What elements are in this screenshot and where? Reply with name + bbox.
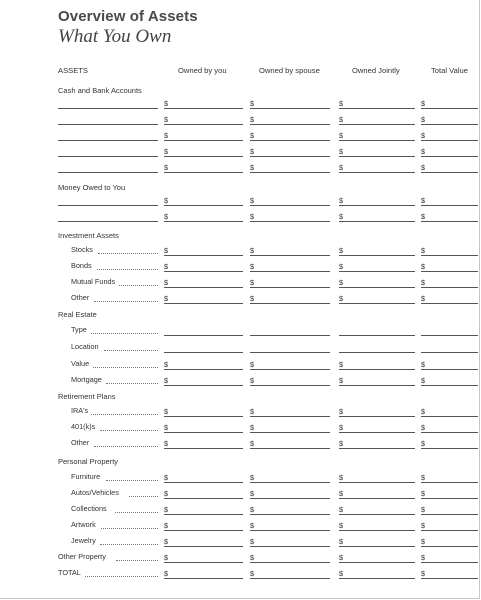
dollar-sign: $ [164, 439, 169, 448]
row-bonds-owned-jointly-field[interactable] [339, 271, 415, 272]
row-type-owned-by-you-field[interactable] [164, 335, 243, 336]
dollar-sign: $ [250, 147, 255, 156]
leader-dots [94, 438, 158, 447]
row-investment-other-owned-by-spouse-field[interactable] [250, 303, 330, 304]
row-autos-vehicles-owned-by-spouse-field[interactable] [250, 498, 330, 499]
leader-dots [100, 536, 158, 545]
dollar-sign: $ [421, 262, 426, 271]
dollar-sign: $ [421, 569, 426, 578]
row-stocks-owned-by-spouse-field[interactable] [250, 255, 330, 256]
dollar-sign: $ [339, 407, 344, 416]
row-mortgage-owned-by-you-field[interactable] [164, 385, 243, 386]
dollar-sign: $ [164, 521, 169, 530]
dollar-sign: $ [250, 131, 255, 140]
dollar-sign: $ [339, 262, 344, 271]
row-iras-owned-by-you-field[interactable] [164, 416, 243, 417]
row-location-label: Location [71, 342, 99, 351]
dollar-sign: $ [421, 196, 426, 205]
column-header-assets: ASSETS [58, 66, 88, 75]
description-line[interactable] [58, 221, 158, 222]
row-furniture-owned-by-spouse-field[interactable] [250, 482, 330, 483]
row-total-label: TOTAL [58, 568, 81, 577]
dollar-sign: $ [339, 163, 344, 172]
row-jewelry-label: Jewelry [71, 536, 96, 545]
dollar-sign: $ [164, 212, 169, 221]
dollar-sign: $ [421, 147, 426, 156]
row-other-property-owned-jointly-field[interactable] [339, 562, 415, 563]
dollar-sign: $ [164, 569, 169, 578]
blank-row-5-total-value-field[interactable] [421, 172, 478, 173]
blank-row-3-owned-by-spouse-field[interactable] [250, 140, 330, 141]
leader-dots [106, 472, 158, 481]
description-line[interactable] [58, 108, 158, 109]
blank-row-5-owned-jointly-field[interactable] [339, 172, 415, 173]
leader-dots [85, 568, 158, 577]
row-value-owned-by-spouse-field[interactable] [250, 369, 330, 370]
dollar-sign: $ [339, 473, 344, 482]
page-title: Overview of Assets [58, 8, 198, 25]
row-furniture-label: Furniture [71, 472, 101, 481]
row-retirement-other-total-value-field[interactable] [421, 448, 478, 449]
row-iras-owned-jointly-field[interactable] [339, 416, 415, 417]
dollar-sign: $ [339, 439, 344, 448]
row-mortgage-label: Mortgage [71, 375, 102, 384]
dollar-sign: $ [421, 521, 426, 530]
blank-row-6-owned-by-spouse-field[interactable] [250, 205, 330, 206]
dollar-sign: $ [421, 505, 426, 514]
leader-dots [129, 488, 158, 497]
row-type-label: Type [71, 325, 87, 334]
dollar-sign: $ [339, 99, 344, 108]
row-furniture-owned-by-you-field[interactable] [164, 482, 243, 483]
page-subtitle: What You Own [58, 26, 172, 47]
dollar-sign: $ [250, 553, 255, 562]
dollar-sign: $ [164, 196, 169, 205]
dollar-sign: $ [339, 115, 344, 124]
dollar-sign: $ [421, 99, 426, 108]
row-type-owned-by-spouse-field[interactable] [250, 335, 330, 336]
row-mortgage-owned-by-spouse-field[interactable] [250, 385, 330, 386]
blank-row-3-total-value-field[interactable] [421, 140, 478, 141]
description-line[interactable] [58, 205, 158, 206]
row-jewelry-owned-jointly-field[interactable] [339, 546, 415, 547]
leader-dots [106, 375, 158, 384]
row-location-owned-by-you-field[interactable] [164, 352, 243, 353]
dollar-sign: $ [164, 407, 169, 416]
row-bonds-owned-by-you-field[interactable] [164, 271, 243, 272]
dollar-sign: $ [339, 505, 344, 514]
dollar-sign: $ [339, 131, 344, 140]
dollar-sign: $ [250, 212, 255, 221]
blank-row-7-total-value-field[interactable] [421, 221, 478, 222]
row-artwork-total-value-field[interactable] [421, 530, 478, 531]
dollar-sign: $ [421, 376, 426, 385]
leader-dots [97, 261, 158, 270]
dollar-sign: $ [164, 473, 169, 482]
dollar-sign: $ [164, 246, 169, 255]
dollar-sign: $ [339, 212, 344, 221]
row-investment-other-total-value-field[interactable] [421, 303, 478, 304]
blank-row-4-owned-by-you-field[interactable] [164, 156, 243, 157]
dollar-sign: $ [250, 196, 255, 205]
blank-row-2-total-value-field[interactable] [421, 124, 478, 125]
dollar-sign: $ [250, 115, 255, 124]
dollar-sign: $ [250, 360, 255, 369]
column-header-total-value: Total Value [431, 66, 469, 75]
row-furniture-owned-jointly-field[interactable] [339, 482, 415, 483]
dollar-sign: $ [421, 163, 426, 172]
section-retirement-plans: Retirement Plans [58, 392, 116, 401]
row-retirement-other-owned-jointly-field[interactable] [339, 448, 415, 449]
dollar-sign: $ [339, 196, 344, 205]
row-stocks-owned-by-you-field[interactable] [164, 255, 243, 256]
column-header-owned-jointly: Owned Jointly [352, 66, 400, 75]
dollar-sign: $ [339, 360, 344, 369]
dollar-sign: $ [421, 131, 426, 140]
blank-row-1-total-value-field[interactable] [421, 108, 478, 109]
dollar-sign: $ [339, 376, 344, 385]
dollar-sign: $ [250, 262, 255, 271]
blank-row-4-owned-by-spouse-field[interactable] [250, 156, 330, 157]
dollar-sign: $ [164, 278, 169, 287]
dollar-sign: $ [421, 553, 426, 562]
leader-dots [91, 406, 158, 415]
row-401k-label: 401(k)s [71, 422, 96, 431]
dollar-sign: $ [250, 246, 255, 255]
blank-row-1-owned-jointly-field[interactable] [339, 108, 415, 109]
dollar-sign: $ [339, 278, 344, 287]
blank-row-4-owned-jointly-field[interactable] [339, 156, 415, 157]
dollar-sign: $ [339, 294, 344, 303]
dollar-sign: $ [339, 423, 344, 432]
row-mutual-funds-label: Mutual Funds [71, 277, 116, 286]
row-furniture-total-value-field[interactable] [421, 482, 478, 483]
dollar-sign: $ [250, 439, 255, 448]
dollar-sign: $ [250, 537, 255, 546]
description-line[interactable] [58, 140, 158, 141]
column-header-owned-by-you: Owned by you [178, 66, 227, 75]
row-mutual-funds-owned-jointly-field[interactable] [339, 287, 415, 288]
row-mortgage-total-value-field[interactable] [421, 385, 478, 386]
row-total-total-value-field[interactable] [421, 578, 478, 579]
dollar-sign: $ [164, 163, 169, 172]
row-iras-total-value-field[interactable] [421, 416, 478, 417]
blank-row-1-owned-by-you-field[interactable] [164, 108, 243, 109]
leader-dots [101, 520, 158, 529]
row-collections-owned-jointly-field[interactable] [339, 514, 415, 515]
dollar-sign: $ [339, 537, 344, 546]
row-stocks-owned-jointly-field[interactable] [339, 255, 415, 256]
dollar-sign: $ [164, 99, 169, 108]
dollar-sign: $ [250, 473, 255, 482]
blank-row-3-owned-jointly-field[interactable] [339, 140, 415, 141]
dollar-sign: $ [250, 163, 255, 172]
dollar-sign: $ [164, 262, 169, 271]
row-total-owned-by-spouse-field[interactable] [250, 578, 330, 579]
row-artwork-owned-by-spouse-field[interactable] [250, 530, 330, 531]
leader-dots [115, 504, 158, 513]
row-other-property-total-value-field[interactable] [421, 562, 478, 563]
row-401k-owned-by-spouse-field[interactable] [250, 432, 330, 433]
row-bonds-label: Bonds [71, 261, 92, 270]
row-retirement-other-owned-by-you-field[interactable] [164, 448, 243, 449]
blank-row-6-owned-jointly-field[interactable] [339, 205, 415, 206]
dollar-sign: $ [339, 147, 344, 156]
row-autos-vehicles-owned-jointly-field[interactable] [339, 498, 415, 499]
row-location-total-value-field[interactable] [421, 352, 478, 353]
dollar-sign: $ [421, 294, 426, 303]
dollar-sign: $ [250, 489, 255, 498]
dollar-sign: $ [164, 553, 169, 562]
row-collections-owned-by-spouse-field[interactable] [250, 514, 330, 515]
row-value-owned-by-you-field[interactable] [164, 369, 243, 370]
row-investment-other-owned-jointly-field[interactable] [339, 303, 415, 304]
blank-row-3-owned-by-you-field[interactable] [164, 140, 243, 141]
dollar-sign: $ [250, 407, 255, 416]
leader-dots [98, 245, 158, 254]
row-mutual-funds-owned-by-you-field[interactable] [164, 287, 243, 288]
row-bonds-total-value-field[interactable] [421, 271, 478, 272]
row-jewelry-total-value-field[interactable] [421, 546, 478, 547]
blank-row-6-owned-by-you-field[interactable] [164, 205, 243, 206]
dollar-sign: $ [421, 473, 426, 482]
blank-row-2-owned-jointly-field[interactable] [339, 124, 415, 125]
dollar-sign: $ [421, 212, 426, 221]
row-collections-total-value-field[interactable] [421, 514, 478, 515]
dollar-sign: $ [164, 131, 169, 140]
leader-dots [116, 552, 158, 561]
row-total-owned-jointly-field[interactable] [339, 578, 415, 579]
dollar-sign: $ [421, 278, 426, 287]
dollar-sign: $ [339, 553, 344, 562]
row-total-owned-by-you-field[interactable] [164, 578, 243, 579]
row-location-owned-by-spouse-field[interactable] [250, 352, 330, 353]
dollar-sign: $ [421, 246, 426, 255]
dollar-sign: $ [421, 439, 426, 448]
dollar-sign: $ [250, 505, 255, 514]
row-stocks-total-value-field[interactable] [421, 255, 478, 256]
dollar-sign: $ [250, 278, 255, 287]
blank-row-1-owned-by-spouse-field[interactable] [250, 108, 330, 109]
row-autos-vehicles-label: Autos/Vehicles [71, 488, 119, 497]
leader-dots [119, 277, 158, 286]
dollar-sign: $ [164, 423, 169, 432]
dollar-sign: $ [164, 115, 169, 124]
dollar-sign: $ [250, 294, 255, 303]
dollar-sign: $ [339, 569, 344, 578]
dollar-sign: $ [250, 376, 255, 385]
section-money-owed-to-you: Money Owed to You [58, 183, 126, 192]
section-personal-property: Personal Property [58, 457, 119, 466]
row-type-owned-jointly-field[interactable] [339, 335, 415, 336]
column-header-owned-by-spouse: Owned by spouse [259, 66, 320, 75]
row-collections-owned-by-you-field[interactable] [164, 514, 243, 515]
dollar-sign: $ [339, 246, 344, 255]
dollar-sign: $ [421, 115, 426, 124]
row-autos-vehicles-total-value-field[interactable] [421, 498, 478, 499]
row-iras-label: IRA's [71, 406, 89, 415]
row-mutual-funds-total-value-field[interactable] [421, 287, 478, 288]
row-mutual-funds-owned-by-spouse-field[interactable] [250, 287, 330, 288]
row-retirement-other-label: Other [71, 438, 90, 447]
blank-row-2-owned-by-spouse-field[interactable] [250, 124, 330, 125]
row-jewelry-owned-by-you-field[interactable] [164, 546, 243, 547]
dollar-sign: $ [164, 147, 169, 156]
row-type-total-value-field[interactable] [421, 335, 478, 336]
row-autos-vehicles-owned-by-you-field[interactable] [164, 498, 243, 499]
dollar-sign: $ [339, 521, 344, 530]
blank-row-7-owned-by-spouse-field[interactable] [250, 221, 330, 222]
row-value-label: Value [71, 359, 90, 368]
dollar-sign: $ [164, 537, 169, 546]
row-value-owned-jointly-field[interactable] [339, 369, 415, 370]
dollar-sign: $ [250, 423, 255, 432]
leader-dots [94, 293, 158, 302]
dollar-sign: $ [421, 423, 426, 432]
dollar-sign: $ [421, 360, 426, 369]
row-mortgage-owned-jointly-field[interactable] [339, 385, 415, 386]
row-jewelry-owned-by-spouse-field[interactable] [250, 546, 330, 547]
dollar-sign: $ [250, 569, 255, 578]
row-other-property-label: Other Property [58, 552, 106, 561]
leader-dots [104, 342, 158, 351]
row-collections-label: Collections [71, 504, 107, 513]
blank-row-4-total-value-field[interactable] [421, 156, 478, 157]
row-artwork-owned-by-you-field[interactable] [164, 530, 243, 531]
blank-row-2-owned-by-you-field[interactable] [164, 124, 243, 125]
blank-row-7-owned-by-you-field[interactable] [164, 221, 243, 222]
dollar-sign: $ [421, 537, 426, 546]
row-investment-other-owned-by-you-field[interactable] [164, 303, 243, 304]
description-line[interactable] [58, 124, 158, 125]
row-artwork-owned-jointly-field[interactable] [339, 530, 415, 531]
dollar-sign: $ [421, 407, 426, 416]
dollar-sign: $ [164, 505, 169, 514]
dollar-sign: $ [250, 99, 255, 108]
blank-row-5-owned-by-spouse-field[interactable] [250, 172, 330, 173]
row-other-property-owned-by-spouse-field[interactable] [250, 562, 330, 563]
dollar-sign: $ [339, 489, 344, 498]
dollar-sign: $ [164, 489, 169, 498]
description-line[interactable] [58, 156, 158, 157]
blank-row-7-owned-jointly-field[interactable] [339, 221, 415, 222]
dollar-sign: $ [164, 294, 169, 303]
row-investment-other-label: Other [71, 293, 90, 302]
row-value-total-value-field[interactable] [421, 369, 478, 370]
section-investment-assets: Investment Assets [58, 231, 119, 240]
dollar-sign: $ [164, 360, 169, 369]
row-bonds-owned-by-spouse-field[interactable] [250, 271, 330, 272]
dollar-sign: $ [250, 521, 255, 530]
row-other-property-owned-by-you-field[interactable] [164, 562, 243, 563]
row-401k-total-value-field[interactable] [421, 432, 478, 433]
row-stocks-label: Stocks [71, 245, 93, 254]
row-retirement-other-owned-by-spouse-field[interactable] [250, 448, 330, 449]
row-401k-owned-jointly-field[interactable] [339, 432, 415, 433]
section-cash-and-bank-accounts: Cash and Bank Accounts [58, 86, 142, 95]
leader-dots [91, 325, 158, 334]
row-401k-owned-by-you-field[interactable] [164, 432, 243, 433]
row-artwork-label: Artwork [71, 520, 96, 529]
row-iras-owned-by-spouse-field[interactable] [250, 416, 330, 417]
dollar-sign: $ [164, 376, 169, 385]
dollar-sign: $ [421, 489, 426, 498]
leader-dots [93, 359, 158, 368]
section-real-estate: Real Estate [58, 310, 97, 319]
row-location-owned-jointly-field[interactable] [339, 352, 415, 353]
leader-dots [100, 422, 158, 431]
description-line[interactable] [58, 172, 158, 173]
blank-row-6-total-value-field[interactable] [421, 205, 478, 206]
blank-row-5-owned-by-you-field[interactable] [164, 172, 243, 173]
